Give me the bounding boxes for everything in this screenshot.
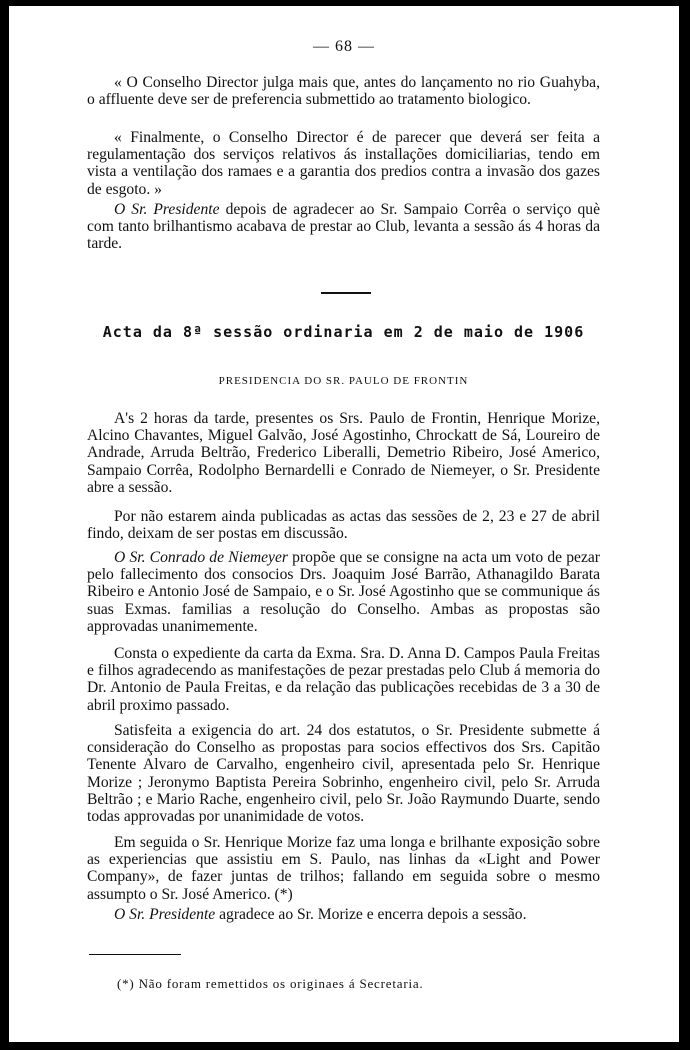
final-closing-text: agradece ao Sr. Morize e encerra depois a sessão. <box>215 906 527 923</box>
paragraph-minutes-deferred: Por não estarem ainda publicadas as actas das sessões de 2, 23 e 27 de abril findo, deixam de ser postas em discussão. <box>87 508 600 543</box>
paragraph-member-proposals: Satisfeita a exigencia do art. 24 dos estatutos, o Sr. Presidente submette á consideração do Conselho as propostas para socios effectivos dos Srs. Capitão Tenente Alvaro de Carvalho, engenheiro civil, apresentada pelo Sr. Henrique Morize ; Jeronymo Baptista Pereira Sobrinho, engenheiro civil, pelo Sr. Arruda Beltrão ; e Mario Rache, engenheiro civil, pelo Sr. João Raymundo Duarte, sendo todas approvadas por unanimidade de votos. <box>87 722 600 826</box>
closing-text: depois de agradecer ao Sr. Sampaio Corrêa o serviço què com tanto brilhantismo acabava de prestar ao Club, levanta a sessão ás 4 horas da tarde. <box>87 201 600 253</box>
paragraph-attendance: A's 2 horas da tarde, presentes os Srs. Paulo de Frontin, Henrique Morize, Alcino Chavantes, Miguel Galvão, José Agostinho, Chrockatt de Sá, Loureiro de Andrade, Arruda Beltrão, Frederico Liberalli, Demetrio Ribeiro, José Americo, Sampaio Corrêa, Rodolpho Bernardelli e Conrado de Niemeyer, o Sr. Presidente abre a sessão. <box>87 410 600 496</box>
paragraph-condolence-vote <box>87 549 600 635</box>
paragraph-correspondence: Consta o expediente da carta da Exma. Sra. D. Anna D. Campos Paula Freitas e filhos agradecendo as manifestações de pezar prestadas pelo Club á memoria do Dr. Antonio de Paula Freitas, e da relação das publicações recebidas de 3 a 30 de abril proximo passado. <box>87 645 600 714</box>
speaker-niemeyer: O Sr. Conrado de Niemeyer <box>114 549 288 566</box>
paragraph-morize-exposition: Em seguida o Sr. Henrique Morize faz uma longa e brilhante exposição sobre as experiencias que assistiu em S. Paulo, nas linhas da «Light and Power Company», de fazer juntas de trilhos; fallando em seguida sobre o mesmo assumpto o Sr. José Americo. (*) <box>87 834 600 903</box>
condolence-text: propõe que se consigne na acta um voto de pezar pelo fallecimento dos consocios Drs. Joaquim José Barrão, Athanagildo Barata Ribeiro e Antonio José de Sampaio, e o Sr. José Agostinho que se communique ás suas Exmas. familias a resolução do Conselho. Ambas as propostas são approvadas unanimemente. <box>87 549 600 635</box>
speaker-president: O Sr. Presidente <box>114 201 220 218</box>
footnote-divider <box>89 954 181 955</box>
paragraph-council-treatment: « O Conselho Director julga mais que, antes do lançamento no rio Guahyba, o affluente deve ser de preferencia submettido ao tratamento biologico. <box>87 74 600 109</box>
document-page <box>9 6 679 1042</box>
section-divider <box>321 292 371 294</box>
presidency-line: PRESIDENCIA DO SR. PAULO DE FRONTIN <box>218 375 469 387</box>
minutes-title: Acta da 8ª sessão ordinaria em 2 de maio de 1906 <box>102 323 585 341</box>
paragraph-closing <box>87 906 600 923</box>
footnote: (*) Não foram remettidos os originaes á Secretaria. <box>117 976 424 991</box>
page-number: — 68 — <box>313 38 375 55</box>
speaker-president-closing: O Sr. Presidente <box>114 906 216 923</box>
paragraph-council-regulation: « Finalmente, o Conselho Director é de parecer que deverá ser feita a regulamentação dos serviços relativos ás installações domiciliarias, tendo em vista a ventilação dos ramaes e a garantia dos predios contra a invasão dos gazes de esgoto. » <box>87 129 600 198</box>
paragraph-session-closing <box>87 201 600 253</box>
